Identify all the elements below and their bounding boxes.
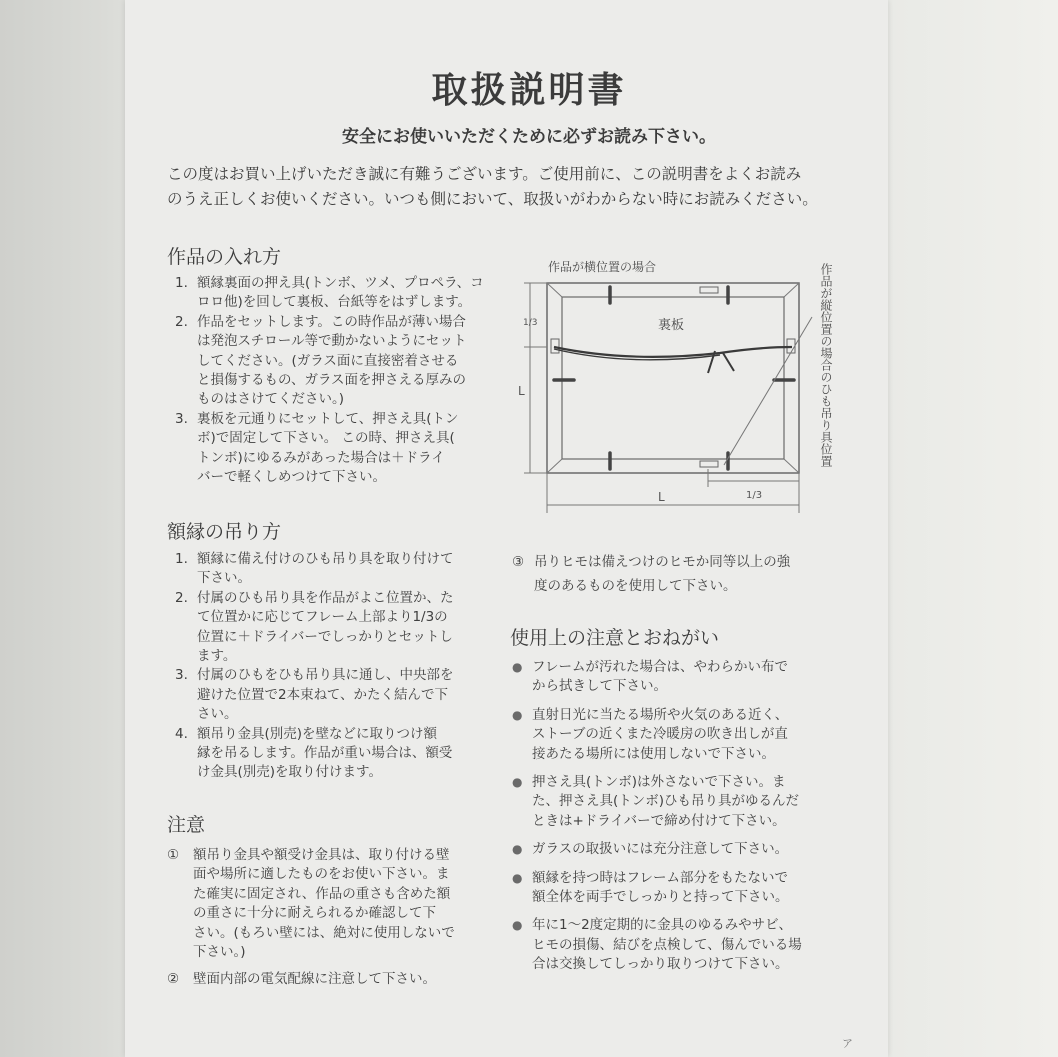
note-line: 額全体を両手でしっかりと持って下さい。 [532, 889, 789, 906]
note-line: 直射日光に当たる場所や火気のある近く、 [532, 706, 789, 723]
note-line: ときは+ドライバーで締め付けて下さい。 [532, 812, 786, 829]
list-item [167, 846, 497, 962]
note-line: 合は交換してしっかり取りつけて下さい。 [532, 956, 789, 973]
section-heading-insert: 作品の入れ方 [167, 246, 282, 268]
step-line: 額吊り金具(別売)を壁などに取りつけ額 [197, 725, 438, 742]
section-heading-hang: 額縁の吊り方 [167, 521, 282, 543]
frame-outer [547, 283, 799, 473]
note-line: 年に1～2度定期的に金具のゆるみやサビ、 [532, 917, 793, 934]
note-line: ストーブの近くまた冷暖房の吹き出しが直 [532, 726, 788, 743]
insert-steps-list [175, 274, 495, 487]
step-line: 額縁に備え付けのひも吊り具を取り付けて [197, 551, 454, 567]
note-line: から拭きして下さい。 [532, 678, 667, 695]
hang-steps-list [175, 550, 495, 783]
frame-hanging-diagram [510, 255, 840, 525]
step-number: ③ [512, 554, 525, 570]
section-heading-usage: 使用上の注意とおねがい [510, 627, 720, 649]
list-item [175, 589, 495, 667]
step-line: 避けた位置で2本束ねて、かたく結んで下 [197, 686, 448, 703]
list-item [510, 773, 845, 831]
caution-list [167, 846, 497, 990]
step-line: 面や場所に適したものをお使い下さい。ま [193, 866, 450, 883]
dimension-L-bottom-label: L [658, 490, 665, 504]
list-item [167, 970, 497, 989]
page-subtitle: 安全にお使いいただくために必ずお読み下さい。 [342, 127, 716, 147]
step-line: た確実に固定され、作品の重さも含めた額 [193, 885, 451, 902]
step-line: 度のあるものを使用して下さい。 [534, 578, 737, 594]
list-item [175, 725, 495, 783]
step-line: してください。(ガラス面に直接密着させる [197, 352, 459, 369]
step-line: トンボ)にゆるみがあった場合は＋ドライ [197, 449, 445, 466]
step-line: ボ)で固定して下さい。 この時、押さえ具( [197, 430, 455, 447]
note-line: ヒモの損傷、結びを点検して、傷んでいる場 [532, 936, 802, 953]
step-line: 吊りヒモは備えつけのヒモか同等以上の強 [534, 554, 791, 570]
bullet-icon: ● [512, 707, 523, 722]
bullet-icon: ● [512, 775, 523, 790]
step-line: 下さい。 [197, 570, 251, 587]
intro-line: この度はお買い上げいただき誠に有難うございます。ご使用前に、この説明書をよくお読み [167, 165, 802, 183]
list-item [510, 706, 845, 764]
note-line: た、押さえ具(トンボ)ひも吊り具がゆるんだ [532, 793, 800, 810]
step-line: 下さい。) [193, 944, 246, 961]
bullet-icon: ● [512, 660, 523, 674]
step-line: 付属のひもをひも吊り具に通し、中央部を [197, 667, 454, 684]
step-line: ロロ他)を回して裏板、台紙等をはずします。 [197, 294, 472, 311]
list-item [510, 658, 845, 697]
step-line: と損傷するもの、ガラス面を押さえる厚みの [197, 372, 467, 389]
step-number: 1. [175, 551, 188, 567]
section-heading-caution: 注意 [167, 814, 206, 836]
step-line: 壁面内部の電気配線に注意して下さい。 [193, 971, 436, 988]
note-line: 接あたる場所には使用しないで下さい。 [532, 745, 775, 762]
diagram-caption-side: 作品が縦位置の場合のひも吊り具位置 [819, 263, 833, 467]
step-number: 2. [175, 313, 188, 330]
step-line: 縁を吊るします。作品が重い場合は、額受 [197, 745, 453, 762]
step-line: 作品をセットします。この時作品が薄い場合 [197, 313, 466, 330]
list-item [175, 313, 495, 410]
note-line: 額縁を持つ時はフレーム部分をもたないで [532, 869, 788, 886]
page-title: 取扱説明書 [431, 70, 627, 111]
usage-notes-list [510, 658, 845, 984]
list-item [512, 550, 842, 598]
note-line: ガラスの取扱いには充分注意して下さい。 [532, 841, 789, 858]
note-line: 押さえ具(トンボ)は外さないで下さい。ま [532, 774, 786, 791]
dimension-L-left-label: L [518, 384, 525, 398]
step-line: ます。 [197, 648, 237, 665]
step-line: 位置に＋ドライバーでしっかりとセットし [197, 628, 453, 645]
step-number: 3. [175, 410, 188, 427]
list-item [175, 550, 495, 589]
hang-step-right [512, 550, 842, 598]
note-line: フレームが汚れた場合は、やわらかい布で [532, 659, 788, 675]
step-number: 3. [175, 667, 188, 684]
frame-corners [547, 283, 799, 473]
list-item [175, 666, 495, 724]
bullet-icon: ● [512, 870, 523, 885]
diagram-caption-top: 作品が横位置の場合 [548, 260, 657, 274]
list-item [510, 869, 845, 908]
step-number: 2. [175, 589, 188, 606]
back-board-label: 裏板 [658, 318, 685, 333]
list-item [175, 274, 495, 313]
list-item [510, 916, 845, 974]
step-line: は発泡スチロール等で動かないようにセット [197, 333, 467, 350]
hanger-hooks [551, 287, 795, 467]
dimension-third-left-label: 1/3 [523, 318, 538, 328]
step-line: バーで軽くしめつけて下さい。 [197, 469, 386, 486]
step-line: 額吊り金具や額受け金具は、取り付ける壁 [193, 847, 450, 863]
corner-stamp: ア [842, 1037, 853, 1050]
step-line: け金具(別売)を取り付けます。 [197, 764, 382, 781]
bullet-icon: ● [512, 918, 523, 933]
list-item [175, 410, 495, 488]
step-line: さい。 [197, 706, 238, 723]
turnbuckle-clips [554, 287, 794, 469]
step-line: さい。(もろい壁には、絶対に使用しないで [193, 924, 455, 941]
step-line: 付属のひも吊り具を作品がよこ位置か、た [197, 589, 454, 606]
step-line: 額縁裏面の押え具(トンボ、ツメ、プロペラ、コ [197, 275, 484, 291]
intro-line: のうえ正しくお使いください。いつも側において、取扱いがわからない時にお読みください。 [167, 190, 818, 208]
step-number: ① [167, 847, 180, 863]
background-right [888, 0, 1058, 1057]
bullet-icon: ● [512, 842, 523, 857]
dimension-third-bottom-label: 1/3 [746, 490, 763, 501]
step-number: ② [167, 971, 180, 988]
step-number: 4. [175, 725, 188, 742]
step-number: 1. [175, 275, 188, 291]
list-item [510, 840, 845, 859]
step-line: ものはさけてください。) [197, 391, 345, 408]
step-line: の重さに十分に耐えられるか確認して下 [193, 905, 436, 922]
step-line: 裏板を元通りにセットして、押さえ具(トン [197, 410, 459, 427]
step-line: て位置かに応じてフレーム上部より1/3の [197, 609, 448, 626]
intro-paragraph [167, 162, 847, 212]
